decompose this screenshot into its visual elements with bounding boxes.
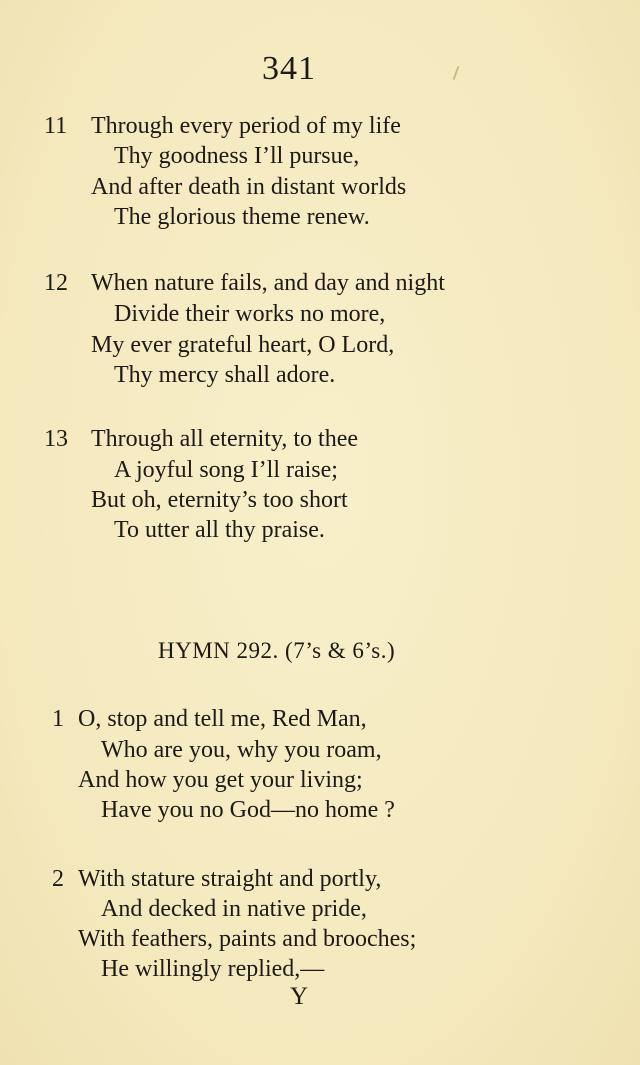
verse-line: Divide their works no more, [114,301,386,327]
verse-line: And after death in distant worlds [91,174,407,200]
verse-line: Who are you, why you roam, [101,737,382,763]
verse-line: Thy goodness I’ll pursue, [114,143,360,169]
verse-line: A joyful song I’ll raise; [114,457,338,483]
verse-line: The glorious theme renew. [114,204,370,230]
verse-number: 12 [44,270,68,296]
hymn-heading: HYMN 292. (7’s & 6’s.) [158,638,396,663]
verse-line: But oh, eternity’s too short [91,487,348,513]
page-number: 341 [262,50,316,87]
verse-number: 11 [44,113,68,139]
verse-line: With stature straight and portly, [78,866,382,892]
verse-line: And how you get your living; [78,767,363,793]
verse-line: And decked in native pride, [101,896,367,922]
verse-line: Thy mercy shall adore. [114,362,336,388]
verse-number: 2 [52,866,64,892]
verse-line: With feathers, paints and brooches; [78,926,417,952]
verse-number: 13 [44,426,68,452]
verse-line: When nature fails, and day and night [91,270,445,296]
verse-line: O, stop and tell me, Red Man, [78,706,367,732]
verse-line: Through every period of my life [91,113,401,139]
signature-mark: Y [290,983,309,1010]
verse-line: My ever grateful heart, O Lord, [91,332,395,358]
pencil-mark [453,66,460,80]
verse-line: Have you no God—no home ? [101,797,395,823]
verse-line: To utter all thy praise. [114,517,325,543]
verse-number: 1 [52,706,64,732]
verse-line: Through all eternity, to thee [91,426,359,452]
verse-line: He willingly replied,— [101,956,325,982]
